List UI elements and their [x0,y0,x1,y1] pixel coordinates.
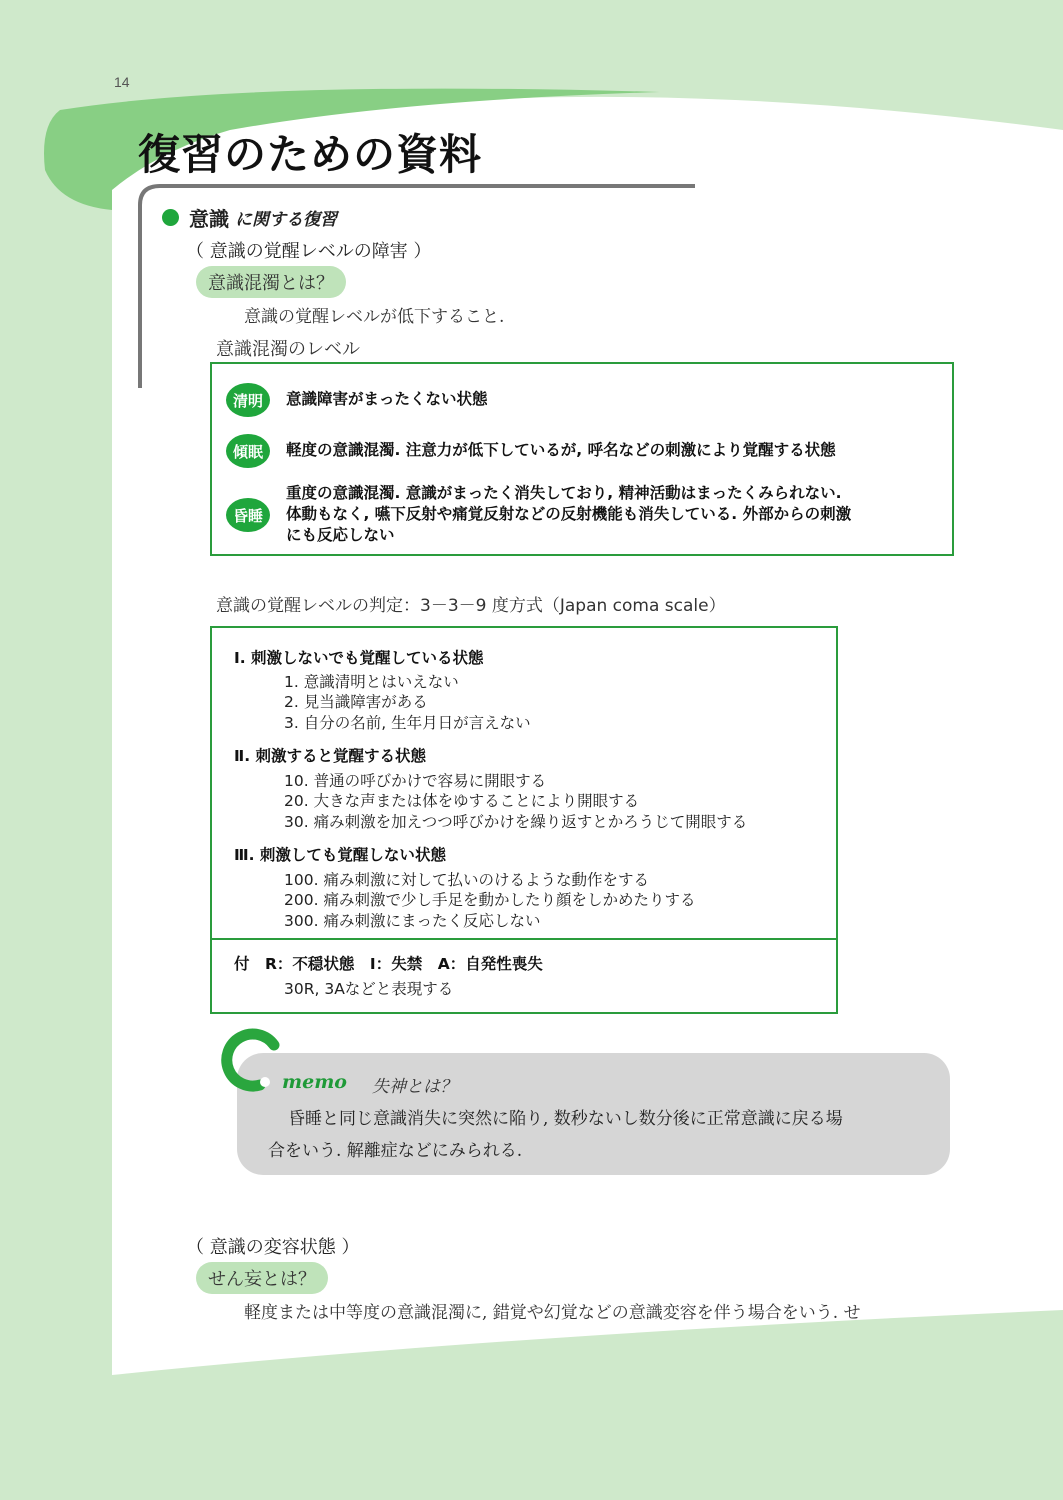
jcs-note-label: 付 R：不穏状態 Ⅰ：失禁 A：自発性喪失 [234,955,543,973]
level-badge: 昏睡 [226,498,270,532]
jcs-heading: 意識の覚醒レベルの判定：3－3－9 度方式（Japan coma scale） [216,596,726,616]
level-desc-line: にも反応しない [286,526,395,544]
jcs-note-text: 30R, 3Aなどと表現する [284,980,454,998]
jcs-item: 30. 痛み刺激を加えつつ呼びかけを繰り返すとかろうじて開眼する [284,813,748,831]
jcs-item: 100. 痛み刺激に対して払いのけるような動作をする [284,871,649,889]
jcs-item: 200. 痛み刺激で少し手足を動かしたり顔をしかめたりする [284,891,696,909]
section-heading [162,203,337,232]
memo-tag: memo [282,1071,347,1093]
jcs-box [210,626,838,1014]
level-row [226,434,836,468]
jcs-item: 10. 普通の呼びかけで容易に開眼する [284,772,547,790]
jcs-item: 3. 自分の名前, 生年月日が言えない [284,714,531,732]
memo-line: 合をいう. 解離症などにみられる. [268,1141,523,1161]
clouding-levels-box [210,362,954,556]
memo-title: 失神とは？ [372,1077,457,1097]
level-badge: 清明 [226,383,270,417]
levels-heading: 意識混濁のレベル [216,339,360,360]
memo-ring-icon [212,1025,282,1095]
memo-line: 昏睡と同じ意識消失に突然に陥り, 数秒ないし数分後に正常意識に戻る場 [288,1109,843,1129]
bullet-dot-icon [162,209,179,226]
level-description [286,483,851,546]
section-main: 意識 [189,207,229,231]
jcs-divider [212,938,836,940]
page-number: 14 [114,74,130,90]
level-desc-line: 重度の意識混濁. 意識がまったく消失しており, 精神活動はまったくみられない. [286,484,842,502]
level-description: 意識障害がまったくない状態 [286,390,488,408]
jcs-item: 1. 意識清明とはいえない [284,673,459,691]
jcs-group-label: Ⅰ. 刺激しないでも覚醒している状態 [234,649,484,667]
level-row [226,383,488,417]
jcs-item: 300. 痛み刺激にまったく反応しない [284,912,541,930]
clouding-definition: 意識の覚醒レベルが低下すること. [244,307,505,327]
delirium-label: せん妄とは？ [196,1262,328,1294]
alteration-heading: （ 意識の変容状態 ） [186,1237,360,1258]
level-desc-line: 体動もなく, 嚥下反射や痛覚反射などの反射機能も消失している. 外部からの刺激 [286,505,852,523]
jcs-item: 2. 見当識障害がある [284,693,428,711]
section-sub: に関する復習 [235,210,337,230]
consciousness-clouding-label: 意識混濁とは？ [196,266,346,298]
level-row [226,483,851,546]
impairment-heading: （ 意識の覚醒レベルの障害 ） [186,241,432,262]
jcs-group-label: Ⅲ. 刺激しても覚醒しない状態 [234,846,446,864]
level-description: 軽度の意識混濁. 注意力が低下しているが, 呼名などの刺激により覚醒する状態 [286,441,836,459]
delirium-definition: 軽度または中等度の意識混濁に, 錯覚や幻覚などの意識変容を伴う場合をいう. せ [244,1303,861,1323]
level-badge: 傾眠 [226,434,270,468]
page-title: 復習のための資料 [138,130,483,179]
jcs-item: 20. 大きな声または体をゆすることにより開眼する [284,792,640,810]
jcs-group-label: Ⅱ. 刺激すると覚醒する状態 [234,747,426,765]
